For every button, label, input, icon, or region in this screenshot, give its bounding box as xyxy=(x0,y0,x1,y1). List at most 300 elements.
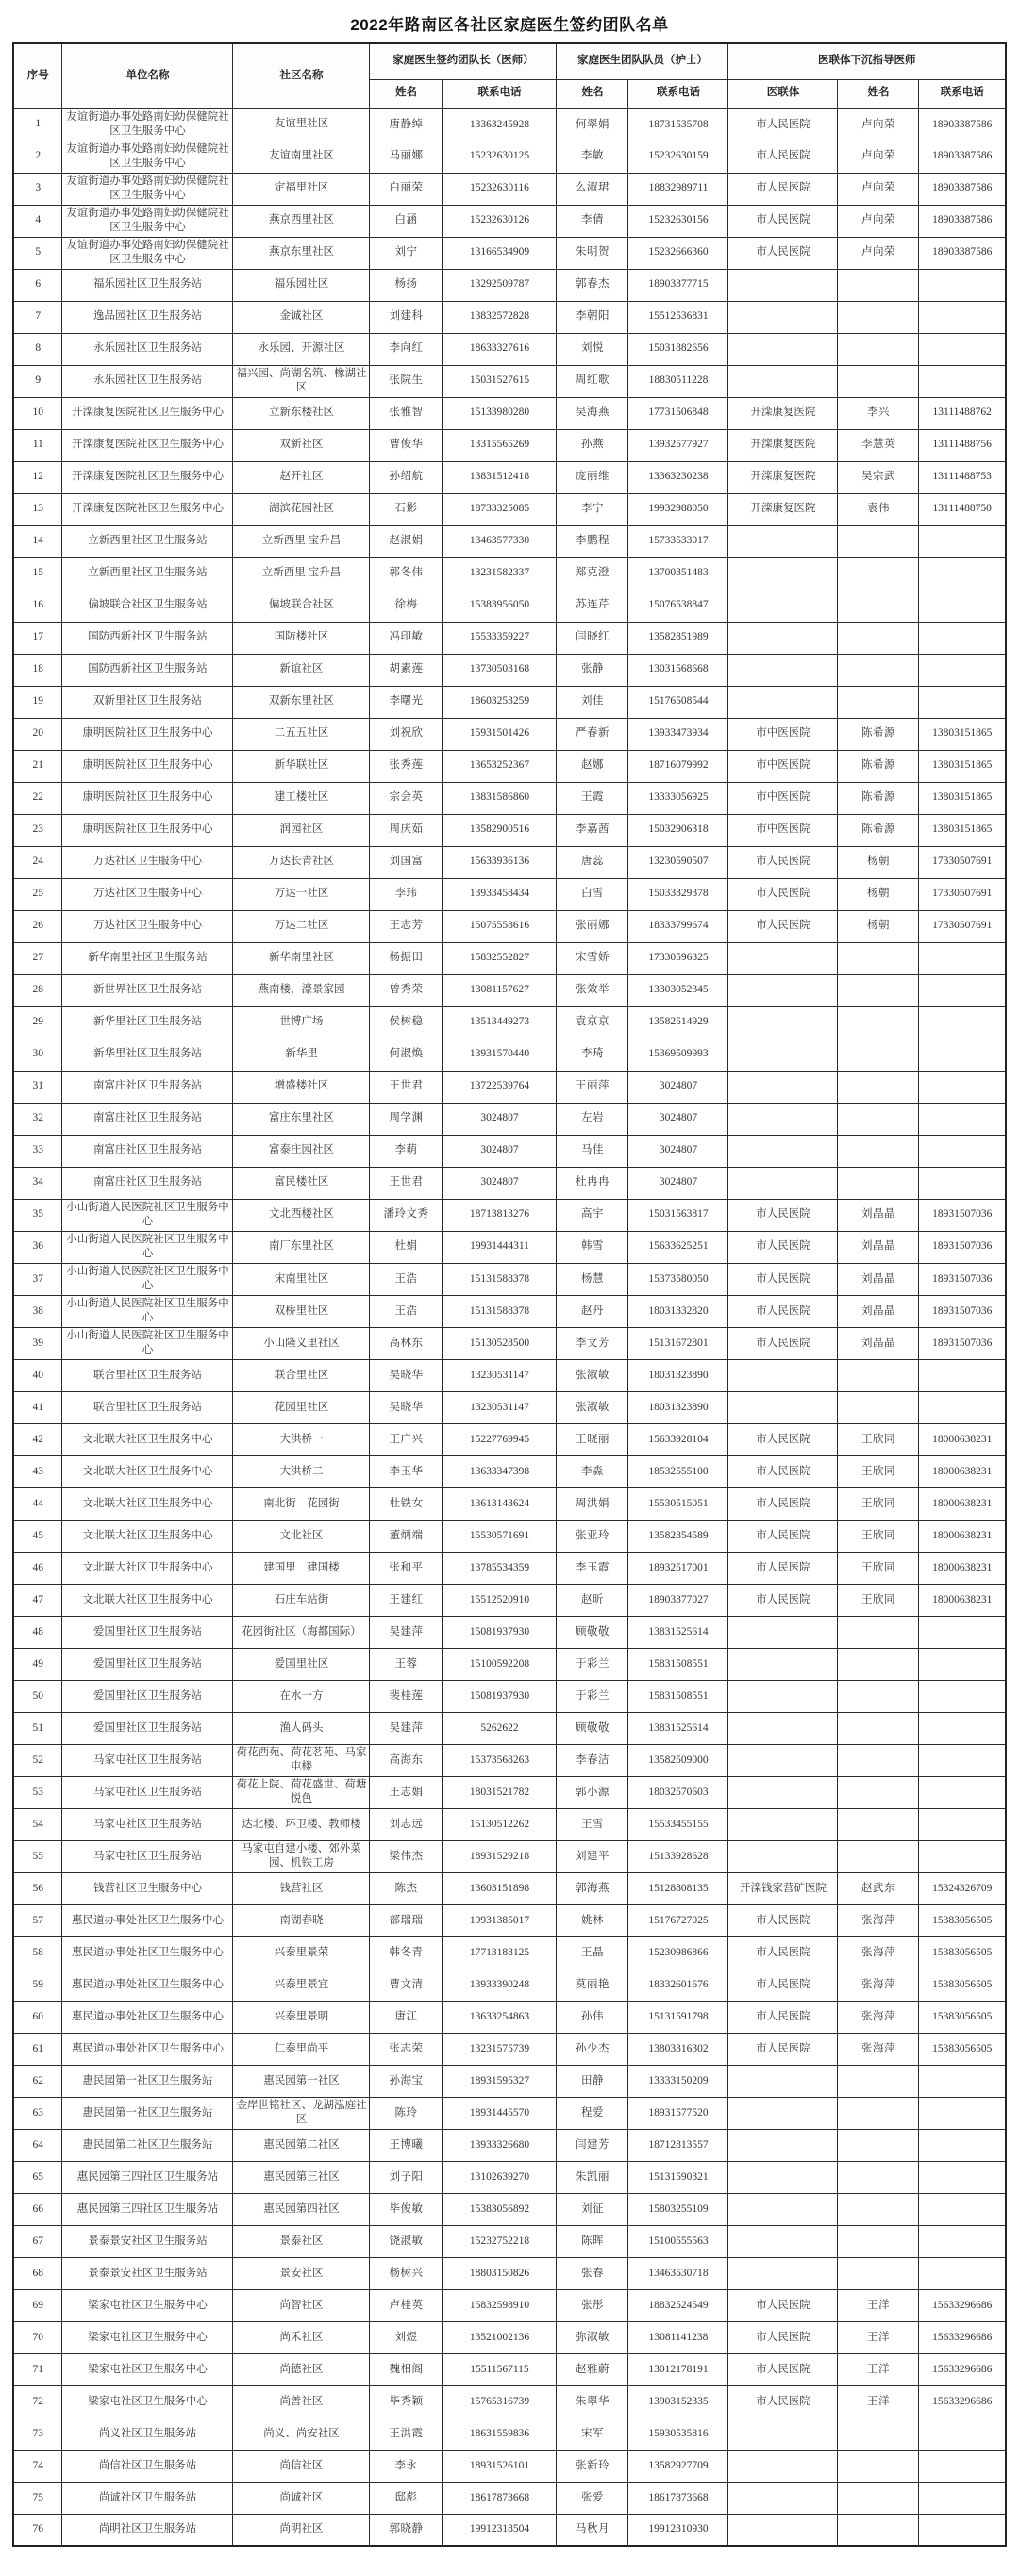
serial-cell: 7 xyxy=(13,301,62,333)
unit-name-cell: 景泰景安社区卫生服务站 xyxy=(62,2257,233,2289)
nurse-phone-cell: 17731506848 xyxy=(628,397,728,429)
community-name-cell: 双新东里社区 xyxy=(233,686,370,718)
serial-cell: 10 xyxy=(13,397,62,429)
hospital-cell xyxy=(728,1840,838,1872)
serial-cell: 53 xyxy=(13,1776,62,1808)
nurse-phone-cell: 15633625251 xyxy=(628,1231,728,1263)
guide-name-cell xyxy=(838,1103,919,1135)
nurse-name-cell: 刘征 xyxy=(557,2193,628,2225)
table-row xyxy=(13,1712,1006,1744)
doctor-phone-cell: 19931444311 xyxy=(443,1231,557,1263)
hospital-cell: 市人民医院 xyxy=(728,1552,838,1584)
doctor-name-cell: 陈杰 xyxy=(370,1872,443,1904)
serial-cell: 12 xyxy=(13,461,62,493)
nurse-phone-cell: 15369509993 xyxy=(628,1039,728,1071)
nurse-name-cell: 王丽萍 xyxy=(557,1071,628,1103)
doctor-name-cell: 陈玲 xyxy=(370,2097,443,2129)
nurse-name-cell: 宋军 xyxy=(557,2418,628,2450)
doctor-phone-cell: 13513449273 xyxy=(443,1006,557,1039)
family-doctor-roster-table xyxy=(12,42,1007,2547)
community-name-cell: 兴泰里景宜 xyxy=(233,1969,370,2001)
community-name-cell: 惠民园第三社区 xyxy=(233,2161,370,2193)
doctor-phone-cell: 13831586860 xyxy=(443,782,557,814)
doctor-phone-cell: 18931595327 xyxy=(443,2065,557,2097)
serial-cell: 33 xyxy=(13,1135,62,1167)
unit-name-cell: 文北联大社区卫生服务中心 xyxy=(62,1455,233,1487)
unit-name-cell: 惠民园第三四社区卫生服务站 xyxy=(62,2193,233,2225)
table-row xyxy=(13,461,1006,493)
table-row xyxy=(13,397,1006,429)
serial-cell: 69 xyxy=(13,2289,62,2321)
guide-phone-cell: 18931507036 xyxy=(919,1263,1006,1295)
nurse-phone-cell: 15633928104 xyxy=(628,1423,728,1455)
table-row xyxy=(13,1680,1006,1712)
nurse-name-cell: 王雪 xyxy=(557,1808,628,1840)
serial-cell: 2 xyxy=(13,141,62,173)
community-name-cell: 惠民园第二社区 xyxy=(233,2129,370,2161)
nurse-phone-cell: 13582927709 xyxy=(628,2450,728,2482)
nurse-name-cell: 白雪 xyxy=(557,878,628,910)
hospital-cell: 开滦康复医院 xyxy=(728,429,838,461)
guide-phone-cell xyxy=(919,590,1006,622)
community-name-cell: 渔人码头 xyxy=(233,1712,370,1744)
serial-cell: 58 xyxy=(13,1936,62,1969)
guide-name-cell: 王欣同 xyxy=(838,1455,919,1487)
doctor-phone-cell: 13102639270 xyxy=(443,2161,557,2193)
doctor-name-cell: 郭晓静 xyxy=(370,2514,443,2546)
header-nurse-group: 家庭医生团队队员（护士） xyxy=(557,43,728,79)
nurse-phone-cell: 15131590321 xyxy=(628,2161,728,2193)
nurse-name-cell: 孙少杰 xyxy=(557,2033,628,2065)
guide-phone-cell: 15383056505 xyxy=(919,1936,1006,1969)
serial-cell: 36 xyxy=(13,1231,62,1263)
community-name-cell: 立新西里 宝升昌 xyxy=(233,525,370,557)
guide-phone-cell xyxy=(919,622,1006,654)
unit-name-cell: 小山街道人民医院社区卫生服务中心 xyxy=(62,1263,233,1295)
nurse-phone-cell: 19932988050 xyxy=(628,493,728,525)
doctor-name-cell: 杜铁女 xyxy=(370,1487,443,1520)
nurse-phone-cell: 13012178191 xyxy=(628,2353,728,2385)
doctor-phone-cell: 18633327616 xyxy=(443,333,557,365)
guide-phone-cell xyxy=(919,1391,1006,1423)
doctor-phone-cell: 3024807 xyxy=(443,1135,557,1167)
doctor-phone-cell: 15511567115 xyxy=(443,2353,557,2385)
serial-cell: 54 xyxy=(13,1808,62,1840)
guide-phone-cell xyxy=(919,2065,1006,2097)
unit-name-cell: 双新里社区卫生服务站 xyxy=(62,686,233,718)
doctor-name-cell: 刘建科 xyxy=(370,301,443,333)
hospital-cell: 市人民医院 xyxy=(728,1199,838,1231)
serial-cell: 63 xyxy=(13,2097,62,2129)
serial-cell: 25 xyxy=(13,878,62,910)
unit-name-cell: 万达社区卫生服务中心 xyxy=(62,846,233,878)
community-name-cell: 小山隆义里社区 xyxy=(233,1327,370,1359)
guide-name-cell xyxy=(838,1840,919,1872)
guide-phone-cell xyxy=(919,2514,1006,2546)
community-name-cell: 花园街社区（海都国际） xyxy=(233,1616,370,1648)
unit-name-cell: 尚诚社区卫生服务站 xyxy=(62,2482,233,2514)
nurse-phone-cell: 13363230238 xyxy=(628,461,728,493)
hospital-cell xyxy=(728,2450,838,2482)
nurse-name-cell: 赵丹 xyxy=(557,1295,628,1327)
nurse-phone-cell: 13303052345 xyxy=(628,974,728,1006)
doctor-phone-cell: 13521002136 xyxy=(443,2321,557,2353)
guide-phone-cell: 18903387586 xyxy=(919,141,1006,173)
community-name-cell: 花园里社区 xyxy=(233,1391,370,1423)
guide-name-cell xyxy=(838,1648,919,1680)
community-name-cell: 马家屯自建小楼、郊外菜园、机铁工房 xyxy=(233,1840,370,1872)
nurse-phone-cell: 18617873668 xyxy=(628,2482,728,2514)
doctor-name-cell: 李永 xyxy=(370,2450,443,2482)
serial-cell: 32 xyxy=(13,1103,62,1135)
community-name-cell: 尚善社区 xyxy=(233,2385,370,2418)
table-row xyxy=(13,2161,1006,2193)
unit-name-cell: 梁家屯社区卫生服务中心 xyxy=(62,2385,233,2418)
doctor-name-cell: 高海东 xyxy=(370,1744,443,1776)
doctor-phone-cell: 18931529218 xyxy=(443,1840,557,1872)
doctor-phone-cell: 18603253259 xyxy=(443,686,557,718)
nurse-phone-cell: 13582854589 xyxy=(628,1520,728,1552)
doctor-phone-cell: 15530571691 xyxy=(443,1520,557,1552)
guide-phone-cell xyxy=(919,1680,1006,1712)
community-name-cell: 惠民园第一社区 xyxy=(233,2065,370,2097)
nurse-phone-cell: 15131672801 xyxy=(628,1327,728,1359)
doctor-name-cell: 卢桂英 xyxy=(370,2289,443,2321)
guide-name-cell xyxy=(838,942,919,974)
doctor-name-cell: 周学渊 xyxy=(370,1103,443,1135)
table-row xyxy=(13,846,1006,878)
guide-phone-cell: 15633296686 xyxy=(919,2289,1006,2321)
nurse-phone-cell: 19912310930 xyxy=(628,2514,728,2546)
table-row xyxy=(13,2321,1006,2353)
guide-phone-cell xyxy=(919,525,1006,557)
doctor-phone-cell: 15133980280 xyxy=(443,397,557,429)
nurse-name-cell: 莫丽艳 xyxy=(557,1969,628,2001)
nurse-name-cell: 韩雪 xyxy=(557,1231,628,1263)
hospital-cell: 市人民医院 xyxy=(728,141,838,173)
nurse-name-cell: 王晓丽 xyxy=(557,1423,628,1455)
unit-name-cell: 梁家屯社区卫生服务中心 xyxy=(62,2353,233,2385)
guide-phone-cell: 18000638231 xyxy=(919,1455,1006,1487)
doctor-name-cell: 王博曦 xyxy=(370,2129,443,2161)
community-name-cell: 金诚社区 xyxy=(233,301,370,333)
doctor-name-cell: 张秀莲 xyxy=(370,750,443,782)
nurse-phone-cell: 3024807 xyxy=(628,1071,728,1103)
nurse-name-cell: 李玉霞 xyxy=(557,1552,628,1584)
doctor-name-cell: 孙海宝 xyxy=(370,2065,443,2097)
doctor-phone-cell: 15075558616 xyxy=(443,910,557,942)
nurse-phone-cell: 18731535708 xyxy=(628,108,728,141)
table-row xyxy=(13,2097,1006,2129)
hospital-cell: 市人民医院 xyxy=(728,1936,838,1969)
community-name-cell: 二五五社区 xyxy=(233,718,370,750)
nurse-name-cell: 顾敬敬 xyxy=(557,1712,628,1744)
nurse-name-cell: 赵雅蔚 xyxy=(557,2353,628,2385)
hospital-cell: 市人民医院 xyxy=(728,205,838,237)
nurse-phone-cell: 3024807 xyxy=(628,1103,728,1135)
nurse-name-cell: 高宇 xyxy=(557,1199,628,1231)
guide-phone-cell xyxy=(919,654,1006,686)
table-row xyxy=(13,1552,1006,1584)
table-row xyxy=(13,1327,1006,1359)
table-row xyxy=(13,654,1006,686)
unit-name-cell: 钱营社区卫生服务中心 xyxy=(62,1872,233,1904)
serial-cell: 11 xyxy=(13,429,62,461)
nurse-phone-cell: 18716079992 xyxy=(628,750,728,782)
nurse-name-cell: 郭春杰 xyxy=(557,269,628,301)
community-name-cell: 新华里 xyxy=(233,1039,370,1071)
doctor-phone-cell: 13831512418 xyxy=(443,461,557,493)
table-row xyxy=(13,1231,1006,1263)
community-name-cell: 双新社区 xyxy=(233,429,370,461)
table-row xyxy=(13,2129,1006,2161)
doctor-phone-cell: 13933326680 xyxy=(443,2129,557,2161)
guide-name-cell xyxy=(838,2482,919,2514)
guide-phone-cell xyxy=(919,1840,1006,1872)
header-unit-name: 单位名称 xyxy=(62,43,233,108)
table-row xyxy=(13,590,1006,622)
nurse-phone-cell: 13803316302 xyxy=(628,2033,728,2065)
unit-name-cell: 爱国里社区卫生服务站 xyxy=(62,1616,233,1648)
table-row xyxy=(13,1263,1006,1295)
guide-phone-cell: 15633296686 xyxy=(919,2353,1006,2385)
unit-name-cell: 文北联大社区卫生服务中心 xyxy=(62,1552,233,1584)
serial-cell: 56 xyxy=(13,1872,62,1904)
nurse-name-cell: 张春 xyxy=(557,2257,628,2289)
serial-cell: 18 xyxy=(13,654,62,686)
community-name-cell: 燕南楼，濠景家园 xyxy=(233,974,370,1006)
unit-name-cell: 开滦康复医院社区卫生服务中心 xyxy=(62,493,233,525)
guide-phone-cell xyxy=(919,333,1006,365)
doctor-name-cell: 梁伟杰 xyxy=(370,1840,443,1872)
doctor-name-cell: 白丽荣 xyxy=(370,173,443,205)
nurse-phone-cell: 15133928628 xyxy=(628,1840,728,1872)
guide-phone-cell xyxy=(919,1006,1006,1039)
guide-phone-cell: 13111488750 xyxy=(919,493,1006,525)
doctor-phone-cell: 15031527615 xyxy=(443,365,557,397)
doctor-phone-cell: 13603151898 xyxy=(443,1872,557,1904)
serial-cell: 55 xyxy=(13,1840,62,1872)
unit-name-cell: 开滦康复医院社区卫生服务中心 xyxy=(62,429,233,461)
guide-phone-cell: 18903387586 xyxy=(919,205,1006,237)
doctor-phone-cell: 13730503168 xyxy=(443,654,557,686)
guide-name-cell: 王欣同 xyxy=(838,1487,919,1520)
community-name-cell: 爱国里社区 xyxy=(233,1648,370,1680)
table-row xyxy=(13,525,1006,557)
guide-phone-cell xyxy=(919,557,1006,590)
serial-cell: 50 xyxy=(13,1680,62,1712)
guide-name-cell xyxy=(838,2514,919,2546)
table-row xyxy=(13,718,1006,750)
table-body xyxy=(13,108,1006,2546)
nurse-name-cell: 朱凯丽 xyxy=(557,2161,628,2193)
nurse-name-cell: 周洪娟 xyxy=(557,1487,628,1520)
doctor-name-cell: 刘国富 xyxy=(370,846,443,878)
guide-phone-cell: 18000638231 xyxy=(919,1552,1006,1584)
nurse-name-cell: 李琦 xyxy=(557,1039,628,1071)
guide-phone-cell: 18903387586 xyxy=(919,108,1006,141)
guide-name-cell xyxy=(838,2065,919,2097)
doctor-phone-cell: 13231575739 xyxy=(443,2033,557,2065)
guide-phone-cell xyxy=(919,1776,1006,1808)
guide-phone-cell: 15383056505 xyxy=(919,1969,1006,2001)
doctor-phone-cell: 13315565269 xyxy=(443,429,557,461)
nurse-name-cell: 张丽娜 xyxy=(557,910,628,942)
guide-phone-cell: 18000638231 xyxy=(919,1423,1006,1455)
nurse-name-cell: 张淑敏 xyxy=(557,1359,628,1391)
doctor-phone-cell: 15081937930 xyxy=(443,1680,557,1712)
doctor-phone-cell: 13582900516 xyxy=(443,814,557,846)
guide-phone-cell xyxy=(919,2482,1006,2514)
nurse-name-cell: 张效举 xyxy=(557,974,628,1006)
guide-name-cell: 杨朝 xyxy=(838,878,919,910)
header-community-name: 社区名称 xyxy=(233,43,370,108)
nurse-name-cell: 赵昕 xyxy=(557,1584,628,1616)
hospital-cell: 市人民医院 xyxy=(728,1455,838,1487)
community-name-cell: 石庄车站街 xyxy=(233,1584,370,1616)
table-row xyxy=(13,1487,1006,1520)
serial-cell: 71 xyxy=(13,2353,62,2385)
table-row xyxy=(13,2418,1006,2450)
guide-phone-cell xyxy=(919,1135,1006,1167)
table-row xyxy=(13,782,1006,814)
doctor-name-cell: 毕俊敏 xyxy=(370,2193,443,2225)
unit-name-cell: 尚义社区卫生服务站 xyxy=(62,2418,233,2450)
nurse-phone-cell: 15530515051 xyxy=(628,1487,728,1520)
nurse-name-cell: 张淑敏 xyxy=(557,1391,628,1423)
header-serial: 序号 xyxy=(13,43,62,108)
guide-phone-cell: 17330507691 xyxy=(919,846,1006,878)
serial-cell: 66 xyxy=(13,2193,62,2225)
doctor-name-cell: 李曙光 xyxy=(370,686,443,718)
doctor-phone-cell: 15232630125 xyxy=(443,141,557,173)
table-row xyxy=(13,333,1006,365)
hospital-cell: 市人民医院 xyxy=(728,1295,838,1327)
guide-name-cell: 刘晶晶 xyxy=(838,1263,919,1295)
unit-name-cell: 立新西里社区卫生服务站 xyxy=(62,525,233,557)
hospital-cell xyxy=(728,1359,838,1391)
community-name-cell: 大洪桥二 xyxy=(233,1455,370,1487)
doctor-phone-cell: 13292509787 xyxy=(443,269,557,301)
doctor-name-cell: 唐江 xyxy=(370,2001,443,2033)
table-row xyxy=(13,2514,1006,2546)
doctor-name-cell: 张和平 xyxy=(370,1552,443,1584)
nurse-name-cell: 张爱 xyxy=(557,2482,628,2514)
nurse-phone-cell: 18712813557 xyxy=(628,2129,728,2161)
table-row xyxy=(13,2225,1006,2257)
nurse-name-cell: 张静 xyxy=(557,654,628,686)
doctor-name-cell: 刘子阳 xyxy=(370,2161,443,2193)
table-row xyxy=(13,1039,1006,1071)
nurse-name-cell: 郭海燕 xyxy=(557,1872,628,1904)
nurse-phone-cell: 18031323890 xyxy=(628,1359,728,1391)
hospital-cell: 市中医医院 xyxy=(728,782,838,814)
guide-phone-cell: 15383056505 xyxy=(919,1904,1006,1936)
doctor-phone-cell: 15100592208 xyxy=(443,1648,557,1680)
serial-cell: 28 xyxy=(13,974,62,1006)
community-name-cell: 定福里社区 xyxy=(233,173,370,205)
community-name-cell: 新谊社区 xyxy=(233,654,370,686)
serial-cell: 45 xyxy=(13,1520,62,1552)
serial-cell: 19 xyxy=(13,686,62,718)
doctor-name-cell: 李萌 xyxy=(370,1135,443,1167)
guide-phone-cell xyxy=(919,2225,1006,2257)
serial-cell: 17 xyxy=(13,622,62,654)
doctor-phone-cell: 15232630126 xyxy=(443,205,557,237)
community-name-cell: 文北西楼社区 xyxy=(233,1199,370,1231)
doctor-name-cell: 吴建萍 xyxy=(370,1712,443,1744)
doctor-phone-cell: 13653252367 xyxy=(443,750,557,782)
guide-name-cell xyxy=(838,686,919,718)
table-row xyxy=(13,2033,1006,2065)
hospital-cell xyxy=(728,333,838,365)
unit-name-cell: 偏坡联合社区卫生服务站 xyxy=(62,590,233,622)
nurse-phone-cell: 13333056925 xyxy=(628,782,728,814)
guide-name-cell: 李慧英 xyxy=(838,429,919,461)
nurse-phone-cell: 18031332820 xyxy=(628,1295,728,1327)
nurse-phone-cell: 18830511228 xyxy=(628,365,728,397)
doctor-phone-cell: 3024807 xyxy=(443,1103,557,1135)
unit-name-cell: 新世界社区卫生服务站 xyxy=(62,974,233,1006)
nurse-phone-cell: 18931577520 xyxy=(628,2097,728,2129)
hospital-cell xyxy=(728,1616,838,1648)
nurse-name-cell: 顾敬敬 xyxy=(557,1616,628,1648)
nurse-name-cell: 王晶 xyxy=(557,1936,628,1969)
unit-name-cell: 友谊街道办事处路南妇幼保健院社区卫生服务中心 xyxy=(62,205,233,237)
community-name-cell: 双桥里社区 xyxy=(233,1295,370,1327)
community-name-cell: 建国里 建国楼 xyxy=(233,1552,370,1584)
doctor-phone-cell: 19912318504 xyxy=(443,2514,557,2546)
doctor-phone-cell: 13633347398 xyxy=(443,1455,557,1487)
hospital-cell xyxy=(728,1648,838,1680)
community-name-cell: 联合里社区 xyxy=(233,1359,370,1391)
guide-name-cell xyxy=(838,1712,919,1744)
doctor-phone-cell: 13363245928 xyxy=(443,108,557,141)
nurse-phone-cell: 15232630159 xyxy=(628,141,728,173)
doctor-phone-cell: 13933458434 xyxy=(443,878,557,910)
guide-phone-cell: 15324326709 xyxy=(919,1872,1006,1904)
doctor-name-cell: 周庆茹 xyxy=(370,814,443,846)
doctor-phone-cell: 13633254863 xyxy=(443,2001,557,2033)
guide-name-cell: 卢向荣 xyxy=(838,173,919,205)
hospital-cell xyxy=(728,2482,838,2514)
guide-name-cell: 卢向荣 xyxy=(838,108,919,141)
unit-name-cell: 文北联大社区卫生服务中心 xyxy=(62,1423,233,1455)
serial-cell: 16 xyxy=(13,590,62,622)
guide-name-cell: 张海萍 xyxy=(838,1936,919,1969)
nurse-name-cell: 袁京京 xyxy=(557,1006,628,1039)
nurse-name-cell: 左岩 xyxy=(557,1103,628,1135)
serial-cell: 62 xyxy=(13,2065,62,2097)
community-name-cell: 湖滨花园社区 xyxy=(233,493,370,525)
unit-name-cell: 万达社区卫生服务中心 xyxy=(62,910,233,942)
nurse-name-cell: 赵娜 xyxy=(557,750,628,782)
doctor-name-cell: 侯树稳 xyxy=(370,1006,443,1039)
guide-phone-cell: 13111488753 xyxy=(919,461,1006,493)
nurse-name-cell: 李朝阳 xyxy=(557,301,628,333)
hospital-cell: 市人民医院 xyxy=(728,878,838,910)
unit-name-cell: 惠民道办事处社区卫生服务中心 xyxy=(62,1904,233,1936)
doctor-phone-cell: 15232630116 xyxy=(443,173,557,205)
nurse-phone-cell: 15230986866 xyxy=(628,1936,728,1969)
nurse-name-cell: 李春洁 xyxy=(557,1744,628,1776)
guide-name-cell xyxy=(838,1006,919,1039)
doctor-name-cell: 冯印敏 xyxy=(370,622,443,654)
doctor-name-cell: 张院生 xyxy=(370,365,443,397)
table-row xyxy=(13,1520,1006,1552)
hospital-cell: 市人民医院 xyxy=(728,1969,838,2001)
serial-cell: 61 xyxy=(13,2033,62,2065)
